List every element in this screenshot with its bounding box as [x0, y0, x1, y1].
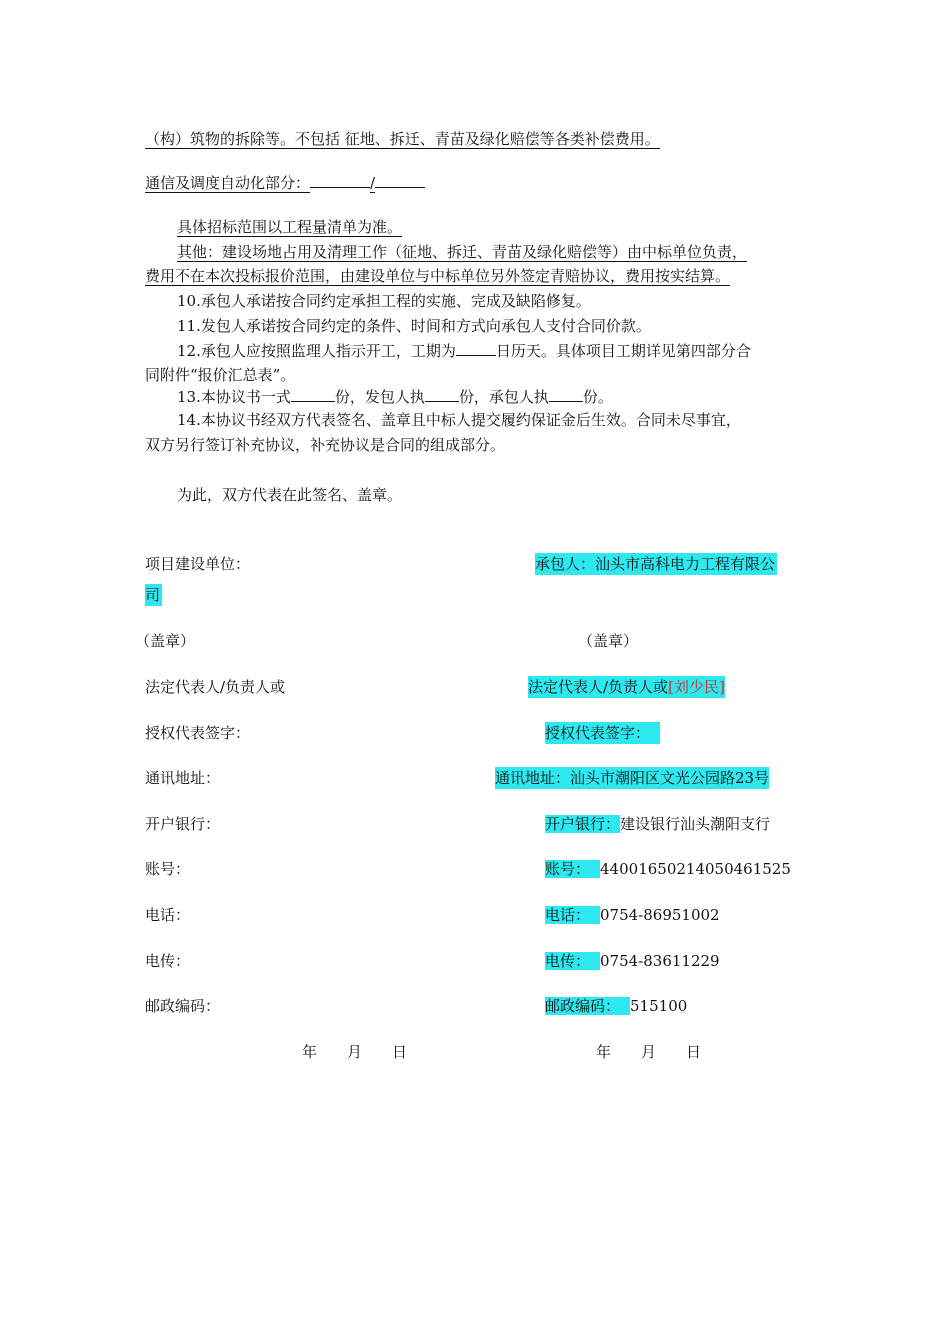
left-legal-rep: 法定代表人/负责人或: [145, 678, 286, 696]
right-postcode: 邮政编码： 515100: [545, 997, 688, 1015]
left-address: 通讯地址：: [145, 769, 221, 787]
left-postcode: 邮政编码：: [145, 997, 221, 1015]
left-fax: 电传：: [145, 952, 191, 970]
scope-note: 具体招标范围以工程量清单为准。: [177, 218, 403, 236]
item-11: 11.发包人承诺按合同约定的条件、时间和方式向承包人支付合同价款。: [177, 317, 651, 335]
other-line-2: 费用不在本次投标报价范围，由建设单位与中标单位另外签定青赔协议，费用按实结算。: [145, 267, 731, 285]
left-unit-label: 项目建设单位：: [145, 555, 251, 573]
copies-blank: [291, 387, 335, 402]
comm-value: /: [370, 174, 376, 192]
left-phone: 电话：: [145, 906, 191, 924]
item-14-cont: 双方另行签订补充协议，补充协议是合同的组成部分。: [145, 436, 506, 454]
left-account: 账号：: [145, 860, 191, 878]
right-seal: （盖章）: [578, 632, 639, 650]
comm-line: [145, 172, 425, 194]
item-10: 10.承包人承诺按合同约定承担工程的实施、完成及缺陷修复。: [177, 292, 591, 310]
right-legal-rep: 法定代表人/负责人或[刘少民]: [528, 678, 725, 696]
right-date: 年 月 日: [596, 1043, 702, 1061]
item-14: 14.本协议书经双方代表签名、盖章且中标人提交履约保证金后生效。合同未尽事宜，: [177, 411, 741, 429]
duration-blank: [456, 341, 496, 356]
left-seal: （盖章）: [135, 632, 196, 650]
left-bank: 开户银行：: [145, 815, 221, 833]
right-fax: 电传： 0754-83611229: [545, 952, 720, 970]
closing-statement: 为此，双方代表在此签名、盖章。: [177, 486, 403, 504]
contractor-name: 承包人：汕头市高科电力工程有限公: [535, 555, 776, 573]
right-bank: 开户银行：建设银行汕头潮阳支行: [545, 815, 771, 833]
employer-copies-blank: [425, 387, 459, 402]
item-12-cont: 同附件“报价汇总表”。: [145, 366, 296, 384]
other-line-1: 其他：建设场地占用及清理工作（征地、拆迁、青苗及绿化赔偿等）由中标单位负责，: [177, 243, 748, 261]
comm-label: 通信及调度自动化部分：: [145, 174, 311, 192]
left-date: 年 月 日: [302, 1043, 408, 1061]
right-phone: 电话： 0754-86951002: [545, 906, 720, 924]
right-account: 账号： 44001650214050461525: [545, 860, 791, 878]
right-auth-sign: 授权代表签字：: [545, 722, 660, 744]
right-address: 通讯地址：汕头市潮阳区文光公园路23号: [495, 769, 770, 787]
legal-rep-name: 刘少民: [673, 678, 719, 696]
scope-text-1: （构）筑物的拆除等。不包括 征地、拆迁、青苗及绿化赔偿等各类补偿费用。: [145, 130, 660, 148]
contractor-name-wrap: 司: [145, 586, 161, 604]
item-13: 13.本协议书一式 份，发包人执 份，承包人执 份。: [177, 388, 613, 406]
item-12: 12.承包人应按照监理人指示开工，工期为 日历天。具体项目工期详见第四部分合: [177, 342, 751, 360]
left-auth-sign: 授权代表签字：: [145, 724, 251, 742]
scope-line-1: [145, 128, 660, 150]
contractor-copies-blank: [549, 387, 583, 402]
